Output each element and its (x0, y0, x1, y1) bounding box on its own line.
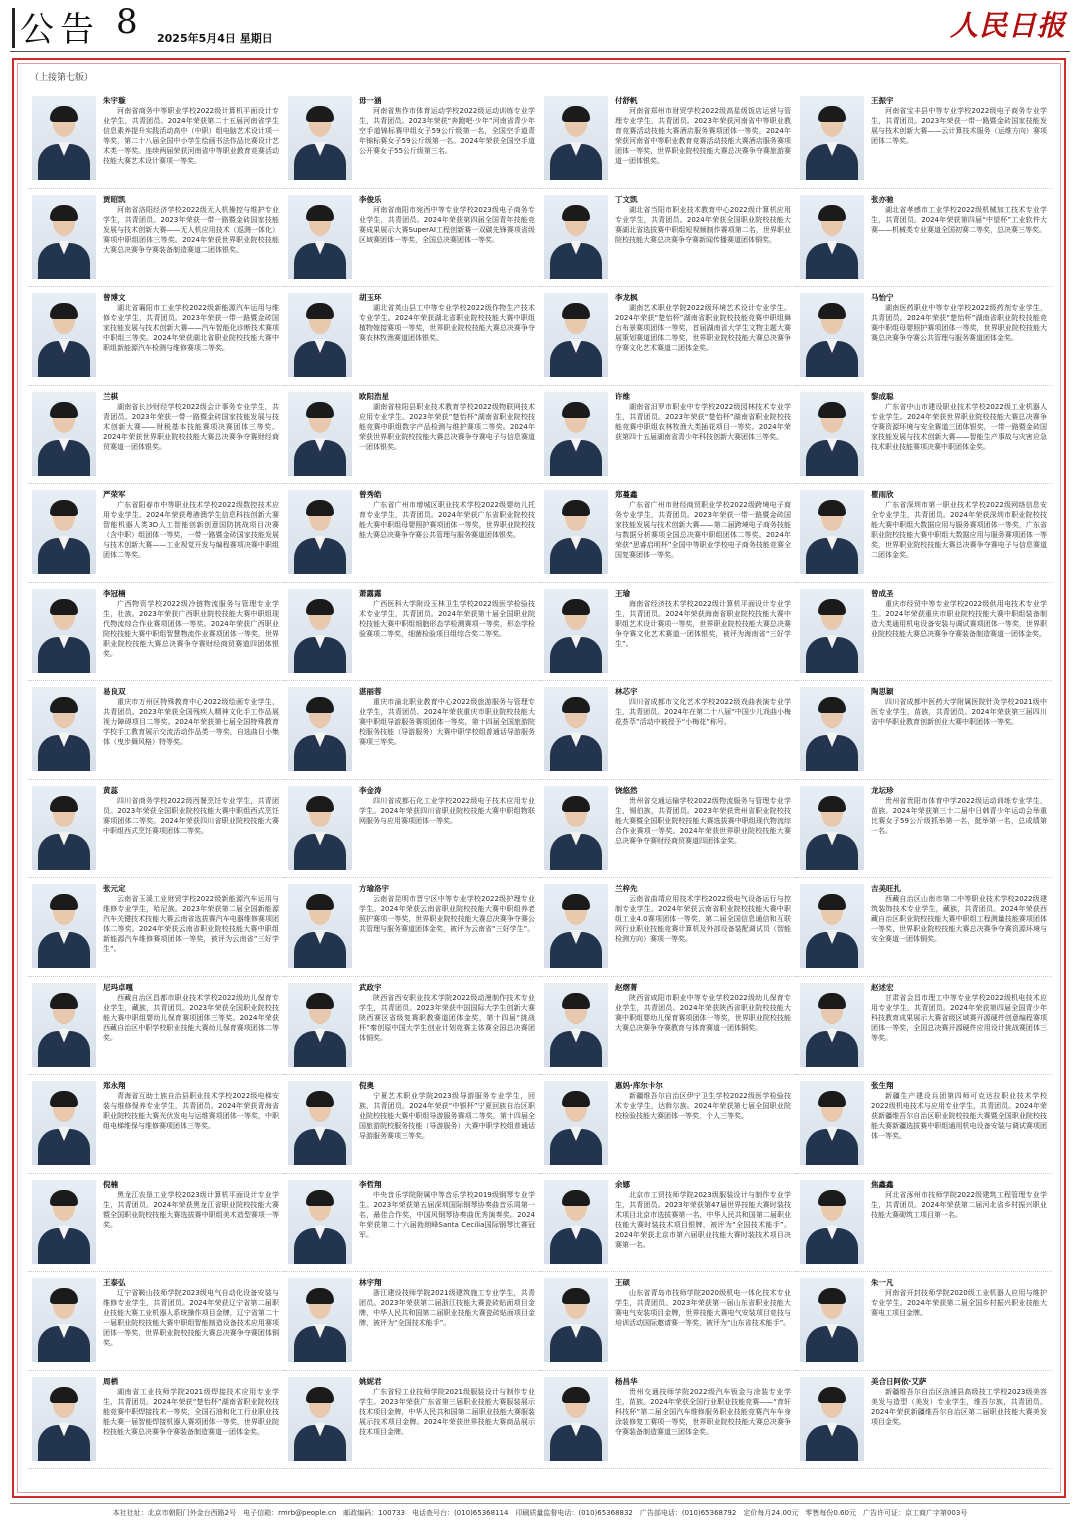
profile-bio: 湖北省襄阳市工业学校2022级新能源汽车运用与维修专业学生，共青团员。2023年荣获一带一路暨金砖国家技能发展与技术创新大赛——汽车智能化诊断技术赛项中职组三等奖。2024年荣获湖北省职业院校技能大赛中职组新能源汽车检测与维修赛项二等奖。 (103, 304, 279, 352)
profile-card (28, 90, 284, 189)
profile-card (284, 90, 540, 189)
portrait-photo (800, 687, 864, 771)
profile-bio: 贵州省交通运输学校2022级物流服务与管理专业学生，锡伯族，共青团员。2023年荣获贵州省职业院校技能大赛暨全国职业院校技能大赛选拔赛中职组现代物流综合作业赛项一等奖。2024年荣获世界职业院校技能大赛总决赛争夺赛财经商贸赛道四团体金奖。 (615, 796, 791, 845)
profile-card (540, 780, 796, 879)
profile-card (540, 1371, 796, 1470)
portrait-photo (544, 884, 608, 968)
masthead-bar (12, 8, 15, 48)
profile-name: 王泰弘 (103, 1278, 126, 1287)
portrait-photo (288, 786, 352, 870)
profile-bio: 四川省成都市文化艺术学校2022级戏曲表演专业学生，共青团员。2024年在第二十八届“中国少儿戏曲小梅花荟萃”活动中被授予“小梅花”称号。 (615, 698, 791, 726)
profile-bio: 云南省玉溪工业财贸学校2022级新能源汽车运用与维修专业学生，哈尼族。2023年荣获第二届全国新能源汽车关键技术技能大赛云南省选拔赛汽车电器维修赛项团体二等奖。2024年荣获云南省职业院校技能大赛中职组新能源汽车维修赛项团体一等奖，被评为云南省“三好学生”。 (103, 895, 279, 953)
profile-bio: 山东省青岛市技师学院2020级机电一体化技术专业学生，共青团员。2023年荣获第一届山东省职业技能大赛电气安装项目金牌，世界技能大赛电气安装项目竞技与培训活动国际邀请赛一等奖，被评为“山东省技术能手”。 (615, 1289, 791, 1327)
profile-card (28, 484, 284, 583)
profile-card (796, 1272, 1052, 1371)
profile-bio: 湖北省孝感市工业学校2022级机械加工技术专业学生，共青团员。2024年荣获第四届“中望杯”工业软件大赛——机械类专业赛道全国初赛二等奖，总决赛三等奖。 (871, 205, 1047, 234)
portrait-photo (288, 96, 352, 180)
profile-name: 李哲翔 (359, 1179, 382, 1189)
profile-name: 黎成聪 (871, 391, 894, 401)
profile-name: 倪奥 (359, 1081, 374, 1090)
profile-card (284, 1272, 540, 1371)
profile-card (284, 681, 540, 780)
portrait-photo (544, 96, 608, 180)
portrait-photo (800, 884, 864, 968)
profile-bio: 湖南省长沙财经学校2022级会计事务专业学生，共青团员。2023年荣获一带一路暨金砖国家技能发展与技术创新大赛——财税基本技能赛项决赛团体三等奖。2024年荣获世界职业院校技能大赛总决赛争夺赛财经商贸赛道一团体银奖。 (103, 402, 279, 451)
profile-bio: 贵州省贵阳市体育中学2022级运动训练专业学生，苗族。2024年荣获第三十二届中日韩青少年运动会举重比赛女子59公斤级抓举第一名，挺举第一名，总成绩第一名。 (871, 796, 1047, 835)
profile-bio: 湖北省英山县工中等专业学校2022级作物生产技术专业学生。2024年荣获湖北省职业院校技能大赛中职组植物嫁接赛项一等奖，世界职业院校技能大赛总决赛争夺赛农林牧渔赛道团体银奖。 (359, 304, 535, 342)
profile-bio: 广东省深圳市第一职业技术学校2022级网络信息安全专业学生，共青团员。2024年荣获深圳市职业院校技能大赛中职组大数据应用与服务赛项团体一等奖，广东省职业院校技能大赛中职组大数据应用与服务赛项团体一等奖，世界职业院校技能大赛总决赛争夺赛电子与信息赛道二团体金奖。 (871, 501, 1047, 559)
profile-name: 美合日阿依·艾萨 (871, 1376, 927, 1386)
portrait-photo (288, 392, 352, 476)
profile-card (796, 189, 1052, 288)
profile-bio: 四川省商务学校2022级西餐烹饪专业学生，共青团员。2023年荣获全国职业院校技能大赛中职组西式烹饪赛项团体二等奖。2024年荣获四川省职业院校技能大赛中职组西式烹饪赛项团体二等奖。 (103, 796, 279, 835)
profile-card (28, 386, 284, 485)
profile-name: 林宇翔 (359, 1278, 382, 1287)
masthead-rule (10, 51, 1070, 52)
profile-name: 龙坛珍 (871, 785, 894, 795)
profile-name: 饶悠然 (615, 785, 638, 795)
profile-name: 王振宇 (871, 96, 894, 105)
profile-bio: 湖北省当阳市职业技术教育中心2022级计算机应用专业学生，共青团员。2024年荣获全国职业院校技能大赛湖北省选拔赛中职组短视频制作赛项第二名，世界职业院校技能大赛总决赛争夺赛新闻传播赛道团体铜奖。 (615, 205, 791, 244)
portrait-photo (32, 96, 96, 180)
profile-card (28, 189, 284, 288)
profile-card (796, 386, 1052, 485)
profile-name: 郑蔓鑫 (615, 490, 638, 499)
portrait-photo (32, 195, 96, 279)
profile-card (284, 1174, 540, 1273)
profile-name: 李龙枫 (615, 293, 638, 302)
profile-name: 陶思颖 (871, 687, 894, 696)
profile-name: 余娜 (615, 1179, 630, 1189)
portrait-photo (32, 1081, 96, 1165)
profile-card (796, 780, 1052, 879)
profile-name: 付舒帆 (615, 96, 638, 105)
profile-card (540, 1272, 796, 1371)
profile-card (540, 386, 796, 485)
profile-card (28, 1075, 284, 1174)
profile-card (796, 977, 1052, 1076)
portrait-photo (288, 195, 352, 279)
portrait-photo (800, 195, 864, 279)
profile-bio: 浙江建设技师学院2021级建筑施工专业学生，共青团员。2023年荣获第二届浙江技能大赛瓷砖贴面项目金牌，中华人民共和国第二届职业技能大赛瓷砖贴面项目金牌，被评为“全国技术能手”。 (359, 1289, 535, 1327)
profile-card (284, 287, 540, 386)
portrait-photo (288, 884, 352, 968)
profile-bio: 湖南省桂阳县职业技术教育学校2022级物联网技术应用专业学生。2023年荣获“楚怡杯”湖南省职业院校技能竞赛中职组数字产品检测与维护赛项二等奖。2024年荣获世界职业院校技能大赛总决赛争夺赛电子与信息赛道一团体银奖。 (359, 402, 535, 451)
profile-bio: 重庆市万州区特殊教育中心2022级绘画专业学生，共青团员。2023年荣获全国残疾人精神文化手工作品展视力障碍项目二等奖。2024年荣获第七届全国特殊教育学校手工教育展示交流活动作品类一等奖，自选曲目小集体（曳步舞风格）特等奖。 (103, 698, 279, 746)
portrait-photo (32, 589, 96, 673)
profile-name: 朱宇璇 (103, 96, 126, 105)
profile-name: 李冠楠 (103, 588, 126, 598)
portrait-photo (544, 1081, 608, 1165)
profile-bio: 贵州交通技师学院2022级汽车钣金与涂装专业学生，苗族。2024年荣获全国行业职业技能竞赛——“育轩科技杯”第二届全国汽车维修服务职业技能竞赛汽车车身涂装修复工赛项一等奖，世界职业院校技能大赛总决赛争夺赛装备制造赛道三团体金奖。 (615, 1387, 791, 1436)
portrait-photo (544, 983, 608, 1067)
footer-rule (10, 1503, 1070, 1504)
profile-name: 曾成圣 (871, 588, 894, 598)
profile-name: 郑永翔 (103, 1081, 126, 1090)
profile-name: 兰棋 (103, 391, 118, 401)
profile-bio: 宁夏艺术职业学院2023级导游服务专业学生，回族，共青团员。2024年荣获“中银杯”宁夏回族自治区职业院校技能大赛中职组导游服务赛项二等奖，第十四届全国旅游院校服务技能（导游服务）大赛中职学校组普通话导游服务赛项三等奖。 (359, 1092, 535, 1140)
portrait-photo (288, 1278, 352, 1362)
profile-name: 兰梓先 (615, 884, 638, 893)
profile-name: 周栖 (103, 1376, 118, 1386)
profile-card (28, 977, 284, 1076)
profile-bio: 河南省宝丰县中等专业学校2022级电子商务专业学生，共青团员。2023年荣获一带一路暨金砖国家技能发展与技术创新大赛——云计算技术服务（运维方向）赛项团体二等奖。 (871, 107, 1047, 145)
profile-card (540, 287, 796, 386)
profile-card (28, 583, 284, 682)
portrait-photo (32, 884, 96, 968)
portrait-photo (800, 490, 864, 574)
profile-name: 尼玛卓嘎 (103, 982, 133, 992)
profile-bio: 海南省经济技术学校2022级计算机平面设计专业学生，共青团员。2024年荣获海南省职业院校技能大赛中职组艺术设计赛项一等奖，世界职业院校技能大赛总决赛争夺赛文化艺术赛道一团体银奖，被评为海南省“三好学生”。 (615, 599, 791, 648)
section-title: 公告 (20, 10, 100, 50)
profile-bio: 河南省郑州市财贸学校2022级高星级饭店运营与管理专业学生，共青团员。2023年荣获河南省中等职业教育竞赛活动技能大赛酒店服务赛项团体一等奖，2024年荣获河南省中等职业教育竞赛活动技能大赛酒店服务赛项团体一等奖，世界职业院校技能大赛总决赛争夺赛旅游赛道一团体银奖。 (615, 107, 791, 165)
profile-card (28, 1272, 284, 1371)
profile-bio: 广东省轻工业技师学院2021级服装设计与制作专业学生。2023年荣获广东省第三届职业技能大赛服装展示技术项目金牌，中华人民共和国第二届职业技能大赛服装展示技术项目金牌。2024年荣获世界技能大赛商品展示技术项目金牌。 (359, 1387, 535, 1436)
profile-name: 张亦驰 (871, 194, 894, 204)
profile-bio: 四川省成都石化工业学校2022级电子技术应用专业学生。2024年荣获四川省职业院校技能大赛中职组物联网服务与应用赛项团体一等奖。 (359, 796, 535, 825)
profile-bio: 广西物资学校2022级冷链物流服务与管理专业学生，壮族。2023年荣获广西职业院校技能大赛中职组现代物流综合作业赛项团体一等奖。2024年荣获广西职业院校技能大赛中职组智慧物流作业赛项团体一等奖，世界职业院校技能大赛总决赛争夺赛财经商贸赛道四团体银奖。 (103, 599, 279, 658)
profile-bio: 四川省成都中医药大学附属医院针灸学校2021级中医专业学生，苗族，共青团员。2024年荣获第三届四川省中华职业教育创新创业大赛中职团体一等奖。 (871, 698, 1047, 726)
portrait-photo (32, 1278, 96, 1362)
profile-name: 瞿雨欣 (871, 490, 894, 499)
profile-card (796, 484, 1052, 583)
portrait-photo (32, 490, 96, 574)
profile-bio: 西藏自治区昌都市职业技术学校2022级幼儿保育专业学生，藏族，共青团员。2023年荣获全国职业院校技能大赛中职组婴幼儿保育赛项团体三等奖。2024年荣获西藏自治区中职学校职业技能大赛幼儿保育赛项团体二等奖。 (103, 993, 279, 1042)
profile-card (28, 681, 284, 780)
profile-name: 曾秀皓 (359, 490, 382, 499)
portrait-photo (32, 786, 96, 870)
profile-bio: 中央音乐学院附属中等音乐学校2019级钢琴专业学生。2023年荣获第五届深圳国际钢琴协奏曲音乐周第一名，最佳合作奖，中国风钢琴协奏曲优秀演奏奖。2024年荣获第二十六届勃朗峰Santa Cecilia国际钢琴比赛冠军。 (359, 1190, 535, 1239)
portrait-photo (800, 1081, 864, 1165)
profile-name: 丁文凯 (615, 194, 638, 204)
profile-bio: 辽宁省鞍山技师学院2023级电气自动化设备安装与维修专业学生，共青团员。2024年荣获辽宁省第二届职业技能大赛工业机器人系统操作项目金牌，辽宁省第二十一届职业院校技能大赛中职组智能制造设备技术应用赛项团体一等奖，世界职业院校技能大赛总决赛争夺赛团体铜奖。 (103, 1289, 279, 1347)
portrait-photo (800, 1377, 864, 1461)
profile-bio: 河北省涿州市技师学院2022级建筑工程管理专业学生，共青团员。2024年荣获第二届河北省乡村振兴职业技能大赛砌筑工项目第一名。 (871, 1190, 1047, 1219)
profile-card (540, 583, 796, 682)
profile-bio: 河南省南阳市宛西中等专业学校2023级电子商务专业学生，共青团员。2024年荣获第四届全国青年技能竞赛成果展示大赛SuperAI工程创新赛一双碳先锋赛项省级区域赛团体一等奖，全国总决赛团体一等奖。 (359, 205, 535, 244)
profile-card (540, 484, 796, 583)
portrait-photo (32, 1180, 96, 1264)
profile-name: 杨昌华 (615, 1376, 638, 1386)
profile-bio: 云南省昆明市晋宁区中等专业学校2022级护理专业学生。2024年荣获云南省职业院校技能大赛中职组养老照护赛项一等奖，世界职业院校技能大赛总决赛争夺赛公共管理与服务赛道团体金奖，被评为云南省“三好学生”。 (359, 895, 535, 933)
profile-bio: 河南省焦作市体育运动学校2022级运动训练专业学生，共青团员。2023年荣获“奔跑吧·少年”河南省青少年空手道锦标赛甲组女子59公斤级第一名，全国空手道青年锦标赛女子59公斤级第一名。2024年荣获全国空手道公开赛女子55公斤级第三名。 (359, 107, 535, 155)
portrait-photo (544, 1278, 608, 1362)
masthead (0, 0, 1080, 52)
profile-name: 方瑜洛宇 (359, 884, 389, 893)
profile-bio: 湖南省汨罗市职业中专学校2022级园林技术专业学生，共青团员。2023年荣获“楚怡杯”湖南省职业院校技能竞赛中职组农林牧渔大类插花项目一等奖。2024年荣获第四十五届湖南省青少年科技创新大赛团体三等奖。 (615, 402, 791, 441)
profile-card (28, 1371, 284, 1470)
profile-grid (28, 90, 1052, 1480)
profile-name: 惠妈·库尔卡尔 (615, 1081, 663, 1090)
profile-name: 李金涛 (359, 785, 382, 795)
profile-bio: 河南省开封技师学院2020级工业机器人应用与维护专业学生。2024年荣获第二届全国乡村振兴职业技能大赛电工项目金牌。 (871, 1289, 1047, 1317)
profile-card (284, 780, 540, 879)
profile-name: 焦鑫鑫 (871, 1179, 894, 1189)
portrait-photo (32, 983, 96, 1067)
profile-card (540, 1075, 796, 1174)
portrait-photo (288, 687, 352, 771)
portrait-photo (288, 1081, 352, 1165)
profile-bio: 陕西省咸阳市职业中等专业学校2022级幼儿保育专业学生，共青团员。2024年荣获陕西省职业院校技能大赛中职组婴幼儿保育赛项团体一等奖，世界职业院校技能大赛总决赛争夺赛教育与体育赛道一团体铜奖。 (615, 993, 791, 1032)
portrait-photo (288, 589, 352, 673)
portrait-photo (800, 96, 864, 180)
profile-name: 黄蕊 (103, 785, 118, 795)
portrait-photo (288, 490, 352, 574)
profile-name: 吉美旺扎 (871, 884, 901, 893)
profile-card (796, 90, 1052, 189)
profile-bio: 黑龙江农垦工业学校2023级计算机平面设计专业学生，共青团员。2024年荣获黑龙江省职业院校技能大赛暨全国职业院校技能大赛选拔赛中职组美术造型赛项一等奖。 (103, 1190, 279, 1229)
newspaper-logo: 人民日报 (949, 9, 1066, 42)
profile-bio: 湖南医药职业中等专业学校2022级药剂专业学生，共青团员。2024年荣获“楚怡杯”湖南省职业院校技能竞赛中职组母婴照护赛项团体一等奖，世界职业院校技能大赛总决赛争夺赛公共管理与服务赛道团体金奖。 (871, 304, 1047, 342)
footer-imprint: 本社社址：北京市朝阳门外金台西路2号 电子信箱：rmrb@people.cn 邮政编码：100733 电话查号台：(010)65368114 印刷质量监督电话：(010)65368832 广告部电话：(010)65368792 定价每月24.00元 零售每份0.60元 广告许可证：京工商广字第003号 (112, 1509, 968, 1517)
profile-bio: 重庆市经贸中等专业学校2022级供用电技术专业学生。2024年荣获重庆市职业院校技能大赛中职组装备制造大类通用机电设备安装与调试赛项团体一等奖，世界职业院校技能大赛总决赛争夺赛装备制造赛道一团体金奖。 (871, 599, 1047, 638)
profile-card (28, 287, 284, 386)
profile-name: 许维 (615, 391, 630, 401)
profile-name: 倪楠 (103, 1179, 118, 1189)
profile-name: 赵熠菁 (615, 982, 638, 992)
profile-bio: 重庆市渝北职业教育中心2022级旅游服务与管理专业学生，共青团员。2024年荣获重庆市职业院校技能大赛中职组导游服务赛项团体一等奖，第十四届全国旅游院校服务技能（导游服务）大赛中职学校组普通话导游服务赛项三等奖。 (359, 698, 535, 746)
profile-name: 王瑜 (615, 588, 630, 598)
profile-bio: 广东省广州市增城区职业技术学校2022级婴幼儿托育专业学生，共青团员。2024年荣获广东省职业院校技能大赛中职组母婴照护赛项团体一等奖，世界职业院校技能大赛总决赛争夺赛公共管理与服务赛道团体银奖。 (359, 501, 535, 539)
portrait-photo (288, 983, 352, 1067)
portrait-photo (800, 1278, 864, 1362)
portrait-photo (544, 1377, 608, 1461)
profile-name: 湛丽蓉 (359, 687, 382, 696)
profile-card (284, 484, 540, 583)
portrait-photo (32, 293, 96, 377)
profile-card (796, 287, 1052, 386)
profile-bio: 青海省互助土族自治县职业技术学校2022级电梯安装与维修保养专业学生，共青团员。2024年荣获青海省职业院校技能大赛光伏发电与运维赛项团体一等奖，中职组电梯维保与维修赛项团体三等奖。 (103, 1092, 279, 1130)
profile-card (284, 189, 540, 288)
profile-card (796, 1174, 1052, 1273)
portrait-photo (544, 589, 608, 673)
portrait-photo (544, 392, 608, 476)
portrait-photo (32, 687, 96, 771)
profile-bio: 湖南艺术职业学院2022级环境艺术设计专业学生。2024年荣获“楚怡杯”湖南省职业院校技能竞赛中职组舞台布景赛项团体一等奖，首届湖南省大学生文物主题大赛展策划赛道团体二等奖，世界职业院校技能大赛总决赛争夺赛文化艺术赛道二团体金奖。 (615, 304, 791, 352)
portrait-photo (800, 786, 864, 870)
portrait-photo (544, 687, 608, 771)
profile-card (284, 878, 540, 977)
profile-name: 贾昭凯 (103, 194, 126, 204)
profile-card (796, 583, 1052, 682)
profile-name: 张元定 (103, 884, 126, 893)
portrait-photo (288, 1180, 352, 1264)
profile-card (796, 1075, 1052, 1174)
profile-bio: 广东省广州市财经商贸职业学校2022级跨境电子商务专业学生，共青团员。2023年荣获一带一路暨金砖国家技能发展与技术创新大赛——第二届跨境电子商务技能与数据分析赛项全国总决赛中职组团体二等奖。2024年荣获“思睿启明杯”全国中等职业学校电子商务技能竞赛全国复赛团体一等奖。 (615, 501, 791, 559)
profile-name: 李俊乐 (359, 194, 382, 204)
portrait-photo (32, 392, 96, 476)
continued-note: （上接第七版） (30, 73, 94, 83)
profile-bio: 广东省中山市建设职业技术学校2022级工业机器人专业学生。2024年荣获世界职业院校技能大赛总决赛争夺赛资源环境与安全赛道三团体银奖，一带一路暨金砖国家技能发展与技术创新大赛——智能生产事故与灾害应急技术职业技能赛项决赛中职团体金奖。 (871, 402, 1047, 451)
portrait-photo (544, 195, 608, 279)
profile-bio: 陕西省西安职业技术学院2022级动漫制作技术专业学生，共青团员。2023年荣获中国国际大学生创新大赛陕西赛区省级复赛职教赛道团体金奖，第十四届“挑战杯”秦创原中国大学生创业计划竞赛主体赛全国总决赛团体铜奖。 (359, 993, 535, 1042)
profile-card (284, 386, 540, 485)
portrait-photo (288, 1377, 352, 1461)
profile-card (540, 189, 796, 288)
profile-bio: 北京市工贸技师学院2023级服装设计与制作专业学生，共青团员。2023年荣获第47届世界技能大赛时装技术项目北京市选拔赛第一名，中华人民共和国第二届职业技能大赛时装技术项目银牌，被评为“全国技术能手”。2024年荣获北京市第六届职业技能大赛时装技术项目决赛第一名。 (615, 1190, 791, 1249)
portrait-photo (32, 1377, 96, 1461)
profile-bio: 新疆维吾尔自治区伊宁卫生学校2022级医学检验技术专业学生，达斡尔族。2024年荣获第七届全国职业院校检验技能大赛团体一等奖，个人三等奖。 (615, 1092, 791, 1120)
profile-name: 马怡宁 (871, 293, 894, 302)
profile-bio: 河南省商务中等职业学校2022级计算机平面设计专业学生，共青团员。2024年荣获第二十五届河南省学生信息素养提升实践活动高中（中职）组电脑艺术设计项一等奖，第二十八届全国中小学生绘画书法作品比赛设计艺术类一等奖。连续两届荣获河南省中等职业教育竞赛活动技能大赛艺术设计赛项一等奖。 (103, 107, 279, 165)
portrait-photo (800, 983, 864, 1067)
profile-name: 严荣军 (103, 490, 126, 499)
issue-date: 2025年5月4日 星期日 (157, 32, 273, 45)
profile-name: 张生翔 (871, 1081, 894, 1090)
profile-card (796, 681, 1052, 780)
profile-card (540, 977, 796, 1076)
profile-bio: 云南省曲靖应用技术学校2022级电气设备运行与控制专业学生。2024年荣获云南省职业院校技能大赛中职组工业4.0赛项团体一等奖，第二届全国信息通信和互联网行业职业技能竞赛计算机及外部设备装配调试员（智能检测方向）赛项一等奖。 (615, 895, 791, 943)
profile-name: 欧阳浩星 (359, 391, 389, 401)
portrait-photo (800, 1180, 864, 1264)
profile-name: 萧露露 (359, 588, 382, 598)
portrait-photo (544, 786, 608, 870)
portrait-photo (800, 293, 864, 377)
profile-bio: 广西医科大学附设玉林卫生学校2022级医学检验技术专业学生，共青团员。2024年荣获第十届全国职业院校技能大赛中职组细胞形态学检测赛项一等奖，形态学检验赛项二等奖，细菌检验项目组综合奖二等奖。 (359, 599, 535, 638)
profile-card (540, 878, 796, 977)
profile-card (28, 780, 284, 879)
profile-bio: 河南省洛阳经济学校2022级无人机操控与维护专业学生，共青团员。2023年荣获一带一路暨金砖国家技能发展与技术创新大赛——无人机应用技术（巡测一体化）赛项中职组团体三等奖。2024年荣获世界职业院校技能大赛总决赛争夺赛装备制造赛道二团体银奖。 (103, 205, 279, 254)
profile-bio: 湖南省工业技师学院2021级焊接技术应用专业学生，共青团员。2024年荣获“楚怡杯”湖南省职业院校技能竞赛中职焊接技术一等奖，全国石油和化工行业职业技能大赛一届智能焊接机器人赛项团体一等奖，世界职业院校技能大赛总决赛争夺赛装备制造赛道一团体金奖。 (103, 1387, 279, 1436)
profile-bio: 广东省阳春市中等职业技术学校2022级数控技术应用专业学生。2024年荣获粤港澳学生信息科技创新大赛智能机器人类3D人工智能创新创意国防挑战项目决赛（含中职）组团体一等奖，一带一路暨金砖国家技能发展与技术创新大赛——工业视觉开发与编程赛项决赛中职组团体二等奖。 (103, 501, 279, 559)
portrait-photo (288, 293, 352, 377)
profile-card (540, 681, 796, 780)
profile-bio: 新疆维吾尔自治区洛浦县高级技工学校2023级美容美发与造型（美发）专业学生，维吾尔族，共青团员。2024年荣获新疆维吾尔自治区第二届职业技能大赛美发项目金奖。 (871, 1387, 1047, 1426)
profile-name: 毋一涵 (359, 96, 382, 105)
portrait-photo (544, 1180, 608, 1264)
profile-card (284, 977, 540, 1076)
portrait-photo (800, 589, 864, 673)
profile-card (540, 90, 796, 189)
profile-name: 王硕 (615, 1278, 630, 1287)
portrait-photo (544, 490, 608, 574)
profile-name: 赵述宏 (871, 982, 894, 992)
profile-card (284, 583, 540, 682)
profile-card (540, 1174, 796, 1273)
profile-name: 胡玉环 (359, 293, 382, 302)
profile-name: 易良双 (103, 687, 126, 696)
profile-card (284, 1371, 540, 1470)
profile-name: 姚妮君 (359, 1376, 382, 1386)
profile-card (28, 878, 284, 977)
profile-card (284, 1075, 540, 1174)
profile-bio: 甘肃省会昌市理工中等专业学校2022级机电技术应用专业学生，共青团员。2024年荣获第四届全国青少年科技教育成果展示大赛省级区域赛开源硬件创意编程赛项团体一等奖，全国总决赛开源硬件应用设计挑战赛团体三等奖。 (871, 993, 1047, 1042)
profile-bio: 西藏自治区山南市第二中等职业技术学校2022级建筑装饰技术专业学生，藏族，共青团员。2024年荣获西藏自治区职业院校技能大赛中职组工程测量技能赛项团体一等奖，世界职业院校技能大赛总决赛争夺赛资源环境与安全赛道一团体铜奖。 (871, 895, 1047, 943)
profile-bio: 新疆生产建设兵团第四师可克达拉职业技术学校2022级机电技术与应用专业学生，共青团员。2024年荣获新疆维吾尔自治区职业院校技能大赛暨全国职业院校技能大赛新疆选拔赛中职组通用机电设备安装与调试赛项团体一等奖。 (871, 1092, 1047, 1140)
profile-name: 林芯宇 (615, 687, 638, 696)
profile-name: 武政宇 (359, 982, 382, 992)
profile-name: 朱一凡 (871, 1278, 894, 1287)
profile-card (796, 878, 1052, 977)
profile-card (28, 1174, 284, 1273)
profile-card (796, 1371, 1052, 1470)
portrait-photo (544, 293, 608, 377)
page-number: 8 (116, 2, 138, 42)
portrait-photo (800, 392, 864, 476)
profile-name: 曾博文 (103, 293, 126, 302)
